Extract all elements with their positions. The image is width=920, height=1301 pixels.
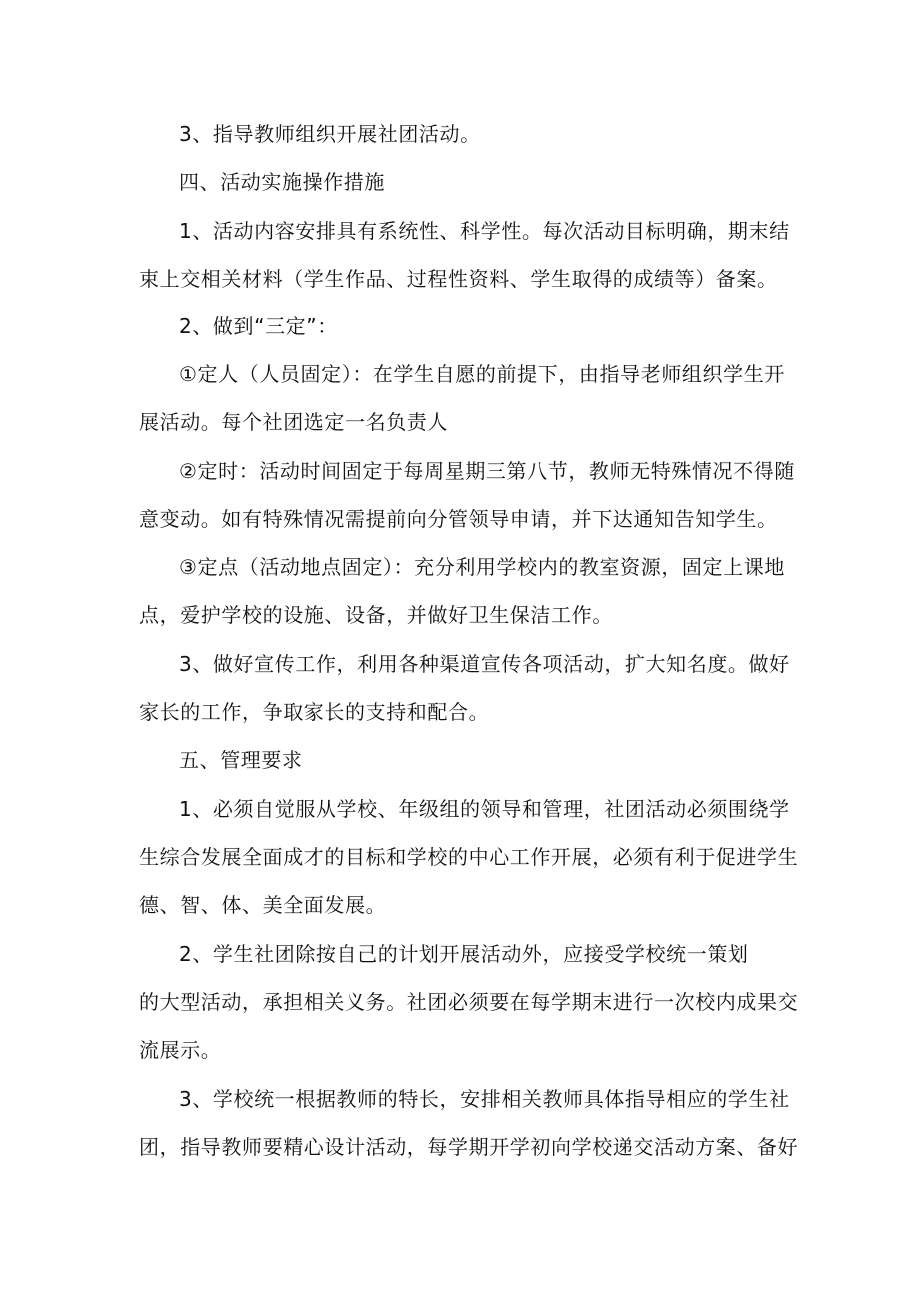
- paragraph-3-publicity: [139, 640, 789, 736]
- text-line: ①定人（人员固定）：在学生自愿的前提下，由指导老师组织学生开: [179, 362, 785, 386]
- text-line: 2、学生社团除按自己的计划开展活动外，应接受学校统一策划: [179, 942, 749, 966]
- heading-section-5: [139, 736, 789, 784]
- text-line: 德、智、体、美全面发展。: [139, 893, 387, 917]
- text-line: 团，指导教师要精心设计活动，每学期开学初向学校递交活动方案、备好: [139, 1135, 799, 1159]
- text-line: 3、做好宣传工作，利用各种渠道宣传各项活动，扩大知名度。做好: [179, 652, 790, 676]
- text-line: 1、活动内容安排具有系统性、科学性。每次活动目标明确，期末结: [179, 219, 790, 243]
- section-heading: 五、管理要求: [179, 748, 303, 772]
- text-line: 2、做到“三定”：: [179, 314, 338, 338]
- text-line: 意变动。如有特殊情况需提前向分管领导申请，并下达通知告知学生。: [139, 507, 778, 531]
- text-line: 点，爱护学校的设施、设备，并做好卫生保洁工作。: [139, 603, 613, 627]
- paragraph-fixed-place: [139, 543, 789, 639]
- text-line: 家长的工作，争取家长的支持和配合。: [139, 700, 490, 724]
- section-heading: 四、活动实施操作措施: [179, 170, 385, 194]
- text-line: 流展示。: [139, 1038, 222, 1062]
- paragraph-2-clubs: [139, 930, 799, 1074]
- text-line: 3、指导教师组织开展社团活动。: [179, 122, 481, 146]
- paragraph-3-teachers: [139, 1075, 799, 1171]
- paragraph-fixed-time: [139, 447, 795, 543]
- paragraph-2-three-fixed: [139, 302, 789, 350]
- text-line: 3、学校统一根据教师的特长，安排相关教师具体指导相应的学生社: [179, 1087, 790, 1111]
- text-line: 生综合发展全面成才的目标和学校的中心工作开展，必须有利于促进学生: [139, 845, 799, 869]
- text-line: ③定点（活动地点固定）：充分利用学校内的教室资源，固定上课地: [179, 555, 785, 579]
- text-line: 1、必须自觉服从学校、年级组的领导和管理，社团活动必须围绕学: [179, 797, 790, 821]
- heading-section-4: [139, 158, 789, 206]
- paragraph-1-content: [139, 207, 789, 303]
- text-line: ②定时：活动时间固定于每周星期三第八节，教师无特殊情况不得随: [179, 459, 795, 483]
- text-line: 束上交相关材料（学生作品、过程性资料、学生取得的成绩等）备案。: [139, 267, 778, 291]
- paragraph-3-guidance: [139, 110, 789, 158]
- text-line: 的大型活动，承担相关义务。社团必须要在每学期末进行一次校内成果交: [139, 990, 799, 1014]
- text-line: 展活动。每个社团选定一名负责人: [139, 410, 448, 434]
- paragraph-fixed-people: [139, 350, 789, 446]
- paragraph-1-obey: [139, 785, 799, 929]
